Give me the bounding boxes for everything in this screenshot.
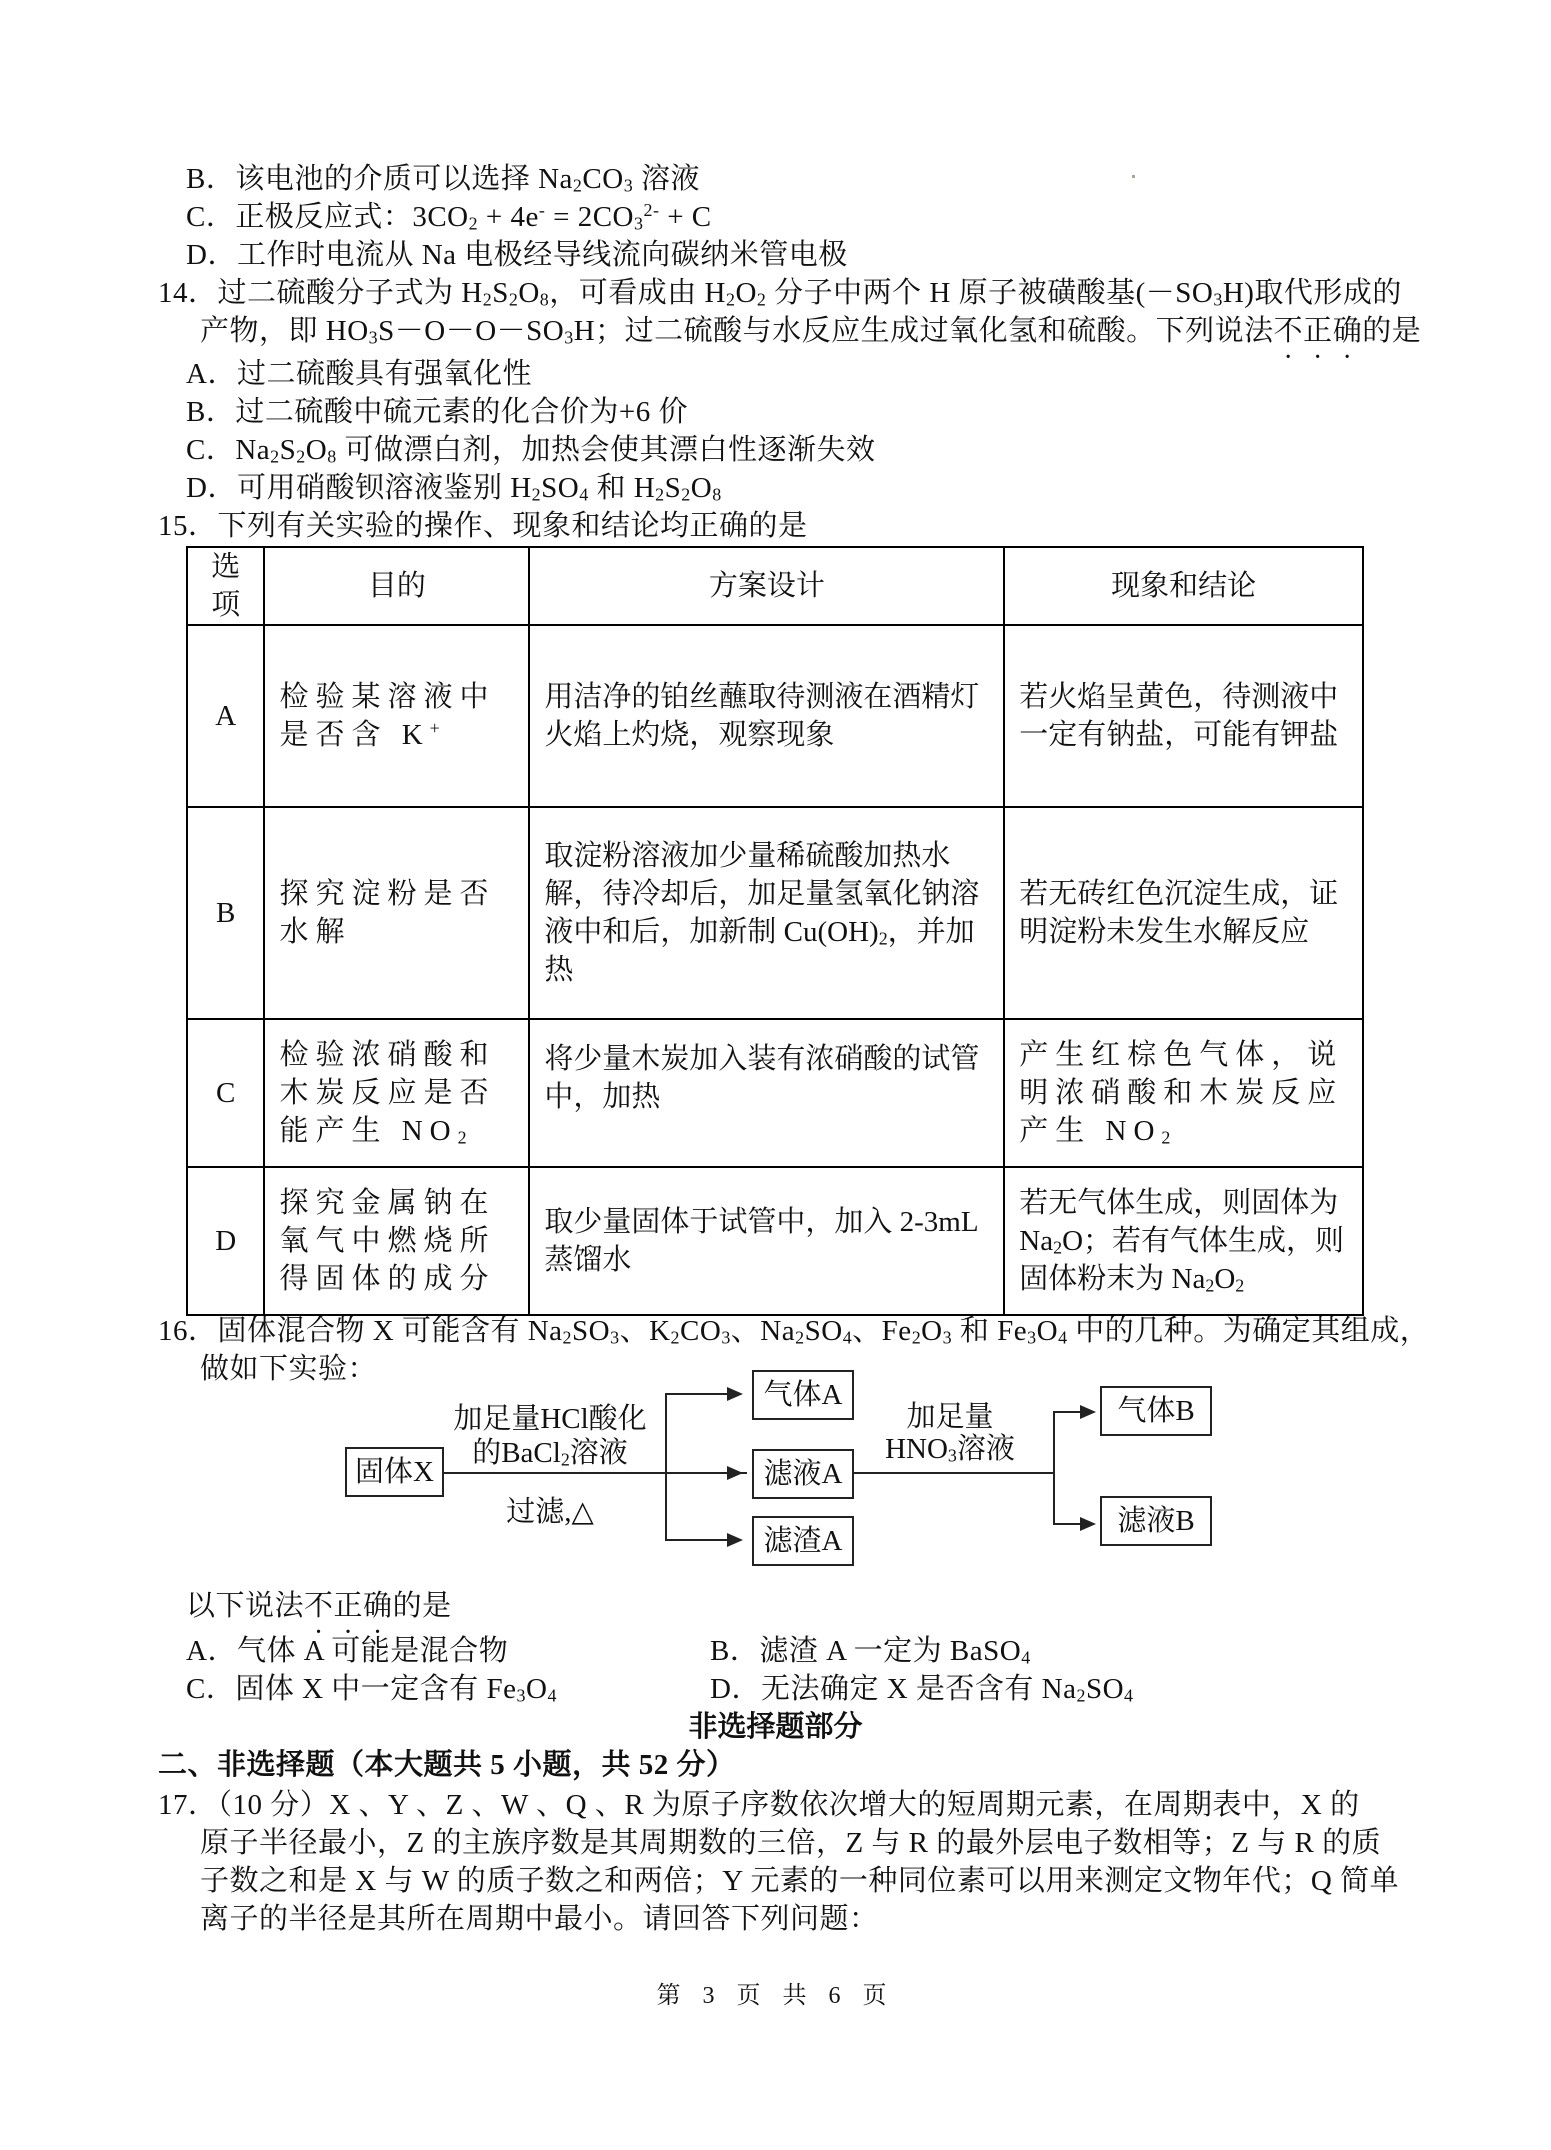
row-option: D — [187, 1167, 264, 1315]
option-label: A． — [186, 1635, 237, 1667]
option-label: C． — [186, 434, 236, 466]
option-label: B． — [186, 163, 236, 195]
q14-option-c — [186, 431, 875, 469]
q17-line1 — [158, 1786, 1360, 1824]
superscript: 2- — [643, 200, 660, 221]
option-text: O — [305, 434, 328, 466]
stem-text: O — [518, 277, 540, 309]
cell-text: 检验浓硝酸和木炭反应是否能产生 NO — [279, 1039, 496, 1147]
option-text: + 4e — [478, 201, 539, 233]
subscript: 2 — [482, 289, 493, 310]
q14-stem-line1 — [158, 274, 1402, 312]
subscript: 2 — [1205, 1275, 1215, 1296]
header-purpose: 目的 — [264, 547, 529, 625]
connector-line — [665, 1472, 727, 1474]
stem-text: 过二硫酸分子式为 H — [217, 277, 483, 309]
stem-text: SO — [572, 1315, 611, 1347]
subscript: 3 — [610, 1327, 620, 1348]
cell-text: ，并加热 — [544, 916, 975, 986]
option-text: 过二硫酸具有强氧化性 — [236, 358, 532, 390]
subscript: 3 — [1213, 289, 1223, 310]
subscript: 4 — [1021, 1647, 1031, 1668]
section2-heading: 二、非选择题（本大题共 5 小题，共 52 分） — [158, 1749, 736, 1781]
option-text: 滤渣 A 一定为 BaSO — [759, 1635, 1022, 1667]
stem-text: ，可看成由 H — [549, 277, 726, 309]
subscript: 3 — [721, 1327, 731, 1348]
q16-prompt — [186, 1587, 452, 1625]
row-design: 将少量木炭加入装有浓硝酸的试管中，加热 — [529, 1019, 1004, 1167]
subscript: 8 — [327, 446, 337, 467]
arrow-icon — [727, 1466, 743, 1480]
subscript: 2 — [296, 446, 306, 467]
option-text: O — [690, 472, 713, 504]
row-result — [1004, 1019, 1363, 1167]
row-result — [1004, 1167, 1363, 1315]
connector-line — [665, 1393, 727, 1395]
reagent2-line2 — [860, 1432, 1040, 1466]
subscript: 8 — [712, 484, 722, 505]
option-text: S — [279, 434, 297, 466]
stem-text: 下列有关实验的操作、现象和结论均正确的是 — [217, 510, 808, 542]
q15-stem — [158, 507, 808, 545]
row-option: B — [187, 807, 264, 1019]
header-option: 选项 — [187, 547, 264, 625]
option-label: B． — [186, 396, 236, 428]
header-result: 现象和结论 — [1004, 547, 1363, 625]
subscript: 2 — [911, 1327, 922, 1348]
header-design: 方案设计 — [529, 547, 1004, 625]
subscript: 2 — [670, 1327, 681, 1348]
subscript: 2 — [572, 175, 583, 196]
row-purpose: 探究淀粉是否水解 — [264, 807, 529, 1019]
subscript: 2 — [508, 289, 519, 310]
subscript: 4 — [1058, 1327, 1068, 1348]
section-title: 非选择题部分 — [688, 1711, 863, 1743]
stem-text: （10 分）X 、Y 、Z 、W 、Q 、R 为原子序数依次增大的短周期元素，在周期表中，X 的 — [217, 1789, 1360, 1821]
reagent2-line1: 加足量 — [906, 1401, 994, 1433]
q16-option-d — [710, 1670, 1134, 1708]
option-text: + C — [659, 201, 712, 233]
cell-text: O；若有气体生成，则固体粉末为 Na — [1019, 1225, 1345, 1295]
subscript: 3 — [564, 327, 574, 348]
subscript: 8 — [539, 289, 550, 310]
emphasis-char: 正 — [1303, 315, 1333, 347]
q16-option-b — [710, 1632, 1031, 1670]
stem-text: 以下说法 — [186, 1590, 305, 1622]
row-design: 取少量固体于试管中，加入 2-3mL 蒸馏水 — [529, 1167, 1004, 1315]
flow-diagram — [340, 1370, 1340, 1570]
q14-option-d — [186, 469, 722, 507]
stray-mark — [1132, 175, 1135, 178]
box-filtrate-b: 滤液B — [1100, 1496, 1212, 1546]
reagent1-line1: 加足量HCl酸化 — [453, 1403, 647, 1435]
experiment-table — [186, 546, 1364, 1316]
diagram-text: 溶液 — [956, 1433, 1015, 1465]
emphasis-char: 正 — [333, 1590, 364, 1622]
diagram-text: 的BaCl — [472, 1437, 561, 1469]
connector-line — [1053, 1411, 1055, 1525]
subscript: 2 — [560, 1449, 570, 1470]
option-label: B． — [710, 1635, 760, 1667]
row-result: 若无砖红色沉淀生成，证明淀粉未发生水解反应 — [1004, 807, 1363, 1019]
q14-stem-line2 — [200, 312, 1421, 350]
stem-text: 的是 — [392, 1590, 452, 1622]
q16-option-a — [186, 1632, 508, 1670]
subscript: 3 — [947, 1445, 957, 1466]
step1-condition: 过滤,△ — [506, 1496, 594, 1528]
table-header-row — [187, 547, 1363, 625]
stem-text: O — [735, 277, 757, 309]
cell-text: 检验某溶液中是否含 K — [279, 681, 496, 751]
stem-text: S－O－O－SO — [378, 315, 565, 347]
stem-text: O — [1036, 1315, 1059, 1347]
table-row — [187, 1019, 1363, 1167]
arrow-icon — [1080, 1517, 1096, 1531]
row-option: C — [187, 1019, 264, 1167]
row-design — [529, 807, 1004, 1019]
question-number: 14． — [158, 277, 218, 309]
row-result: 若火焰呈黄色，待测液中一定有钠盐，可能有钾盐 — [1004, 625, 1363, 807]
box-filtrate-a: 滤液A — [752, 1449, 854, 1499]
q14-option-b — [186, 393, 688, 431]
subscript: 2 — [468, 213, 479, 234]
stem-text: S — [492, 277, 509, 309]
subscript: 2 — [795, 1327, 805, 1348]
stem-text: SO — [804, 1315, 843, 1347]
arrow-icon — [727, 1387, 743, 1401]
option-text: 固体 X 中一定含有 Fe — [235, 1673, 517, 1705]
option-label: D． — [710, 1673, 761, 1705]
stem-text: 分子中两个 H 原子被磺酸基(－SO — [766, 277, 1214, 309]
emphasis-char: 确 — [1332, 315, 1363, 347]
option-text: SO — [541, 472, 580, 504]
option-text: Na — [235, 434, 271, 466]
stem-text: 和 Fe — [952, 1315, 1028, 1347]
arrow-icon — [727, 1533, 743, 1547]
subscript: 3 — [623, 175, 634, 196]
cell-text: 取淀粉溶液加少量稀硫酸加热水解，待冷却后，加足量氢氧化钠溶液中和后，加新制 Cu(OH) — [544, 840, 980, 948]
stem-text: 固体混合物 X 可能含有 Na — [217, 1315, 563, 1347]
option-text: SO — [1085, 1673, 1125, 1705]
subscript: 2 — [531, 484, 542, 505]
option-text: S — [664, 472, 682, 504]
stem-text: 、Na — [730, 1315, 796, 1347]
subscript: 4 — [842, 1327, 853, 1348]
subscript: 2 — [681, 484, 691, 505]
reagent1-line2 — [440, 1436, 660, 1470]
stem-text: H)取代形成的 — [1222, 277, 1402, 309]
subscript: 2 — [270, 446, 280, 467]
subscript: 3 — [368, 327, 379, 348]
diagram-text: 溶液 — [569, 1437, 628, 1469]
question-number: 17． — [158, 1789, 218, 1821]
stem-text: 、K — [619, 1315, 671, 1347]
emphasis-char: 确 — [363, 1590, 393, 1622]
page-footer: 第 3 页 共 6 页 — [656, 1983, 895, 2009]
table-row — [187, 625, 1363, 807]
stem-text: H；过二硫酸与水反应生成过氧化氢和硫酸。下列说法 — [573, 315, 1274, 347]
row-purpose — [264, 625, 529, 807]
option-text: 可做漂白剂，加热会使其漂白性逐渐失效 — [336, 434, 876, 466]
emphasis-char: 不 — [304, 1590, 334, 1622]
q17-line4: 离子的半径是其所在周期中最小。请回答下列问题： — [200, 1903, 879, 1935]
option-text: 和 H — [588, 472, 656, 504]
superscript: - — [538, 200, 546, 221]
box-solid-x: 固体X — [345, 1447, 444, 1497]
box-gas-a: 气体A — [752, 1370, 854, 1420]
stem-text: 、Fe — [852, 1315, 912, 1347]
option-text: 溶液 — [633, 163, 700, 195]
cell-text: 若无气体生成，则固体为 Na — [1019, 1187, 1339, 1257]
q16-stem-line2: 做如下实验： — [200, 1353, 378, 1385]
q13-option-b — [186, 160, 700, 198]
arrow-icon — [1080, 1405, 1096, 1419]
option-label: A． — [186, 358, 237, 390]
box-residue-a: 滤渣A — [752, 1516, 854, 1566]
connector-line — [1053, 1411, 1083, 1413]
stem-text: 中的几种。为确定其组成， — [1067, 1315, 1430, 1347]
connector-line — [1053, 1523, 1083, 1525]
connector-line — [852, 1472, 1055, 1474]
q13-option-c — [186, 198, 712, 236]
option-label: C． — [186, 201, 236, 233]
q17-line2: 原子半径最小，Z 的主族序数是其周期数的三倍，Z 与 R 的最外层电子数相等；Z 与 R 的质 — [200, 1827, 1382, 1859]
subscript: 3 — [1027, 1327, 1037, 1348]
row-purpose — [264, 1019, 529, 1167]
cell-text: O — [1214, 1263, 1236, 1295]
subscript: 3 — [633, 213, 644, 234]
row-purpose: 探究金属钠在氧气中燃烧所得固体的成分 — [264, 1167, 529, 1315]
option-text: 气体 A 可能是混合物 — [236, 1635, 509, 1667]
subscript: 2 — [457, 1127, 474, 1148]
emphasis-char: 不 — [1273, 315, 1304, 347]
option-text: = 2CO — [545, 201, 634, 233]
superscript: + — [429, 718, 447, 739]
stem-text: CO — [680, 1315, 722, 1347]
connector-line — [665, 1539, 727, 1541]
q17-line3: 子数之和是 X 与 W 的质子数之和两倍；Y 元素的一种同位素可以用来测定文物年代；Q 简单 — [200, 1865, 1400, 1897]
connector-line — [665, 1393, 667, 1539]
subscript: 2 — [655, 484, 665, 505]
subscript: 2 — [1053, 1237, 1063, 1258]
stem-text: 的是 — [1362, 315, 1422, 347]
stem-text: O — [921, 1315, 943, 1347]
option-text: O — [526, 1673, 548, 1705]
option-text: 无法确定 X 是否含有 Na — [760, 1673, 1077, 1705]
option-label: C． — [186, 1673, 236, 1705]
subscript: 2 — [756, 289, 767, 310]
table-row — [187, 807, 1363, 1019]
diagram-text: HNO — [885, 1433, 948, 1465]
subscript: 3 — [516, 1685, 527, 1706]
option-text: 可用硝酸钡溶液鉴别 H — [236, 472, 532, 504]
q16-stem-line1 — [158, 1312, 1429, 1350]
option-text: 该电池的介质可以选择 Na — [235, 163, 573, 195]
subscript: 2 — [1076, 1685, 1086, 1706]
q14-option-a — [186, 355, 532, 393]
stem-text: 产物，即 HO — [200, 315, 369, 347]
question-number: 16． — [158, 1315, 218, 1347]
box-gas-b: 气体B — [1100, 1386, 1212, 1436]
row-design: 用洁净的铂丝蘸取待测液在酒精灯火焰上灼烧，观察现象 — [529, 625, 1004, 807]
subscript: 4 — [579, 484, 589, 505]
subscript: 3 — [942, 1327, 953, 1348]
subscript: 2 — [1161, 1127, 1178, 1148]
subscript: 4 — [547, 1685, 557, 1706]
option-label: D． — [186, 239, 237, 271]
row-option: A — [187, 625, 264, 807]
q16-option-c — [186, 1670, 557, 1708]
subscript: 2 — [562, 1327, 573, 1348]
subscript: 2 — [878, 928, 888, 949]
subscript: 4 — [1124, 1685, 1134, 1706]
q13-option-d — [186, 236, 848, 274]
option-text: 工作时电流从 Na 电极经导线流向碳纳米管电极 — [236, 239, 848, 271]
cell-text: 产生红棕色气体，说明浓硝酸和木炭反应产生 NO — [1019, 1039, 1344, 1147]
option-label: D． — [186, 472, 237, 504]
subscript: 2 — [725, 289, 736, 310]
option-text: CO — [582, 163, 624, 195]
option-text: 过二硫酸中硫元素的化合价为+6 价 — [235, 396, 688, 428]
subscript: 2 — [1235, 1275, 1245, 1296]
table-row — [187, 1167, 1363, 1315]
option-text: 正极反应式：3CO — [235, 201, 469, 233]
question-number: 15． — [158, 510, 218, 542]
